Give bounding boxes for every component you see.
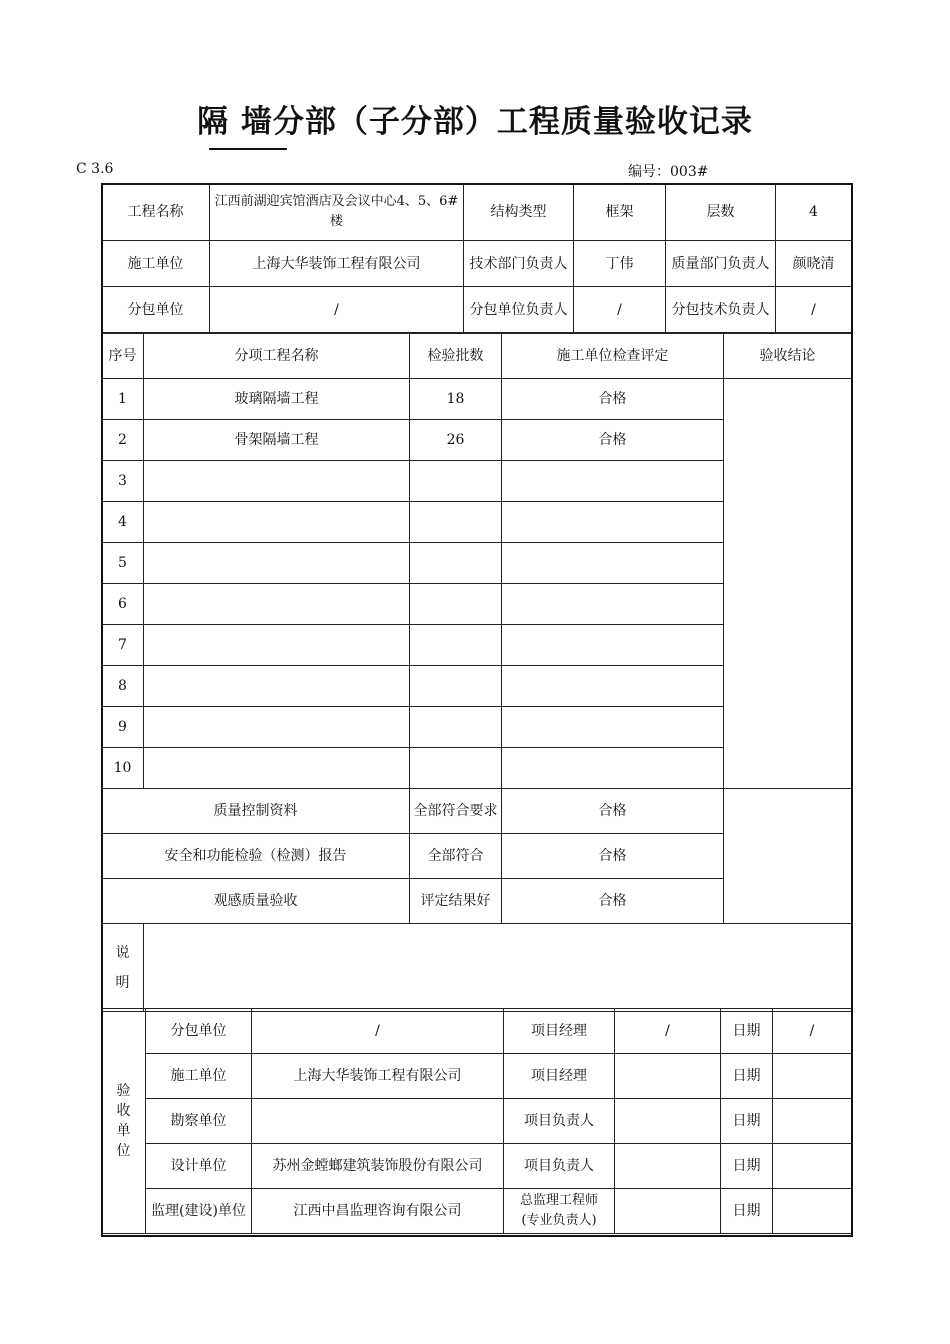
contractor-evaluation bbox=[502, 748, 724, 789]
floors-value: 4 bbox=[776, 184, 852, 241]
row-number: 7 bbox=[102, 625, 144, 666]
contractor-evaluation bbox=[502, 502, 724, 543]
contractor-evaluation bbox=[502, 543, 724, 584]
unit-name: 苏州金螳螂建筑装饰股份有限公司 bbox=[252, 1144, 504, 1189]
unit-label: 监理(建设)单位 bbox=[146, 1189, 252, 1234]
sub-tech-head-value: / bbox=[776, 287, 852, 333]
item-name bbox=[144, 666, 410, 707]
role-label: 项目经理 bbox=[504, 1054, 615, 1099]
column-header: 验收结论 bbox=[724, 334, 852, 379]
contractor-value: 上海大华装饰工程有限公司 bbox=[210, 241, 464, 287]
batch-count: 26 bbox=[410, 420, 502, 461]
item-name: 骨架隔墙工程 bbox=[144, 420, 410, 461]
acceptance-table bbox=[101, 1008, 852, 1234]
unit-label: 勘察单位 bbox=[146, 1099, 252, 1144]
sub-head-value: / bbox=[574, 287, 666, 333]
tech-head-value: 丁伟 bbox=[574, 241, 666, 287]
role-line: (专业负责人) bbox=[521, 1213, 597, 1228]
project-name-label: 工程名称 bbox=[102, 184, 210, 241]
item-name bbox=[144, 461, 410, 502]
role-line: 总监理工程师 bbox=[519, 1193, 598, 1208]
project-name-value: 江西前湖迎宾馆酒店及会议中心4、5、6#楼 bbox=[210, 184, 464, 241]
group-label-char: 位 bbox=[116, 1143, 131, 1159]
acceptance-row bbox=[102, 1054, 852, 1099]
row-number: 1 bbox=[102, 379, 144, 420]
sub-item-table bbox=[101, 333, 852, 1012]
date-value bbox=[773, 1099, 852, 1144]
item-name bbox=[144, 707, 410, 748]
date-label: 日期 bbox=[721, 1189, 773, 1234]
item-name: 玻璃隔墙工程 bbox=[144, 379, 410, 420]
check-label: 质量控制资料 bbox=[102, 789, 410, 834]
batch-count bbox=[410, 543, 502, 584]
group-label-char: 收 bbox=[116, 1103, 131, 1119]
item-name bbox=[144, 748, 410, 789]
remarks-label-char: 说 bbox=[115, 944, 130, 961]
date-label: 日期 bbox=[721, 1054, 773, 1099]
item-name bbox=[144, 502, 410, 543]
row-number: 10 bbox=[102, 748, 144, 789]
contractor-evaluation bbox=[502, 584, 724, 625]
check-status: 全部符合 bbox=[410, 834, 502, 879]
serial-number bbox=[628, 161, 708, 181]
check-status: 全部符合要求 bbox=[410, 789, 502, 834]
batch-count bbox=[410, 461, 502, 502]
unit-name bbox=[252, 1099, 504, 1144]
role-label: 项目负责人 bbox=[504, 1144, 615, 1189]
batch-count bbox=[410, 666, 502, 707]
acceptance-conclusion bbox=[724, 379, 852, 789]
acceptance-row bbox=[102, 1144, 852, 1189]
row-number: 8 bbox=[102, 666, 144, 707]
check-label: 观感质量验收 bbox=[102, 879, 410, 924]
structure-type-label: 结构类型 bbox=[464, 184, 574, 241]
check-status: 评定结果好 bbox=[410, 879, 502, 924]
floors-label: 层数 bbox=[666, 184, 776, 241]
acceptance-group-label bbox=[102, 1009, 146, 1234]
serial-label: 编号： bbox=[628, 164, 670, 180]
table-row bbox=[102, 379, 852, 420]
contractor-evaluation bbox=[502, 625, 724, 666]
date-value bbox=[773, 1189, 852, 1234]
check-evaluation: 合格 bbox=[502, 834, 724, 879]
column-header: 检验批数 bbox=[410, 334, 502, 379]
item-name bbox=[144, 543, 410, 584]
signature bbox=[615, 1054, 721, 1099]
contractor-label: 施工单位 bbox=[102, 241, 210, 287]
structure-type-value: 框架 bbox=[574, 184, 666, 241]
contractor-evaluation bbox=[502, 666, 724, 707]
acceptance-row bbox=[102, 1189, 852, 1234]
row-number: 6 bbox=[102, 584, 144, 625]
check-evaluation: 合格 bbox=[502, 789, 724, 834]
batch-count bbox=[410, 707, 502, 748]
role-label: 项目负责人 bbox=[504, 1099, 615, 1144]
date-value: / bbox=[773, 1009, 852, 1054]
unit-label: 施工单位 bbox=[146, 1054, 252, 1099]
column-header: 施工单位检查评定 bbox=[502, 334, 724, 379]
check-label: 安全和功能检验（检测）报告 bbox=[102, 834, 410, 879]
project-info-table bbox=[101, 183, 852, 333]
acceptance-row bbox=[102, 1099, 852, 1144]
unit-name: 江西中昌监理咨询有限公司 bbox=[252, 1189, 504, 1234]
remarks-label-char: 明 bbox=[115, 974, 130, 991]
unit-name: 上海大华装饰工程有限公司 bbox=[252, 1054, 504, 1099]
row-number: 9 bbox=[102, 707, 144, 748]
check-row bbox=[102, 789, 852, 834]
subcontractor-label: 分包单位 bbox=[102, 287, 210, 333]
date-label: 日期 bbox=[721, 1009, 773, 1054]
acceptance-row bbox=[102, 1009, 852, 1054]
sub-head-label: 分包单位负责人 bbox=[464, 287, 574, 333]
tech-head-label: 技术部门负责人 bbox=[464, 241, 574, 287]
column-header: 分项工程名称 bbox=[144, 334, 410, 379]
date-label: 日期 bbox=[721, 1144, 773, 1189]
form-code: C 3.6 bbox=[76, 161, 114, 177]
date-label: 日期 bbox=[721, 1099, 773, 1144]
batch-count: 18 bbox=[410, 379, 502, 420]
page-title: 隔 墙分部（子分部）工程质量验收记录 bbox=[197, 104, 753, 140]
title-underline bbox=[209, 148, 287, 150]
signature bbox=[615, 1099, 721, 1144]
role-label bbox=[504, 1189, 615, 1234]
contractor-evaluation bbox=[502, 707, 724, 748]
quality-head-label: 质量部门负责人 bbox=[666, 241, 776, 287]
remarks-content bbox=[144, 924, 852, 1012]
contractor-evaluation: 合格 bbox=[502, 420, 724, 461]
date-value bbox=[773, 1144, 852, 1189]
column-header: 序号 bbox=[102, 334, 144, 379]
batch-count bbox=[410, 584, 502, 625]
item-name bbox=[144, 625, 410, 666]
unit-name: / bbox=[252, 1009, 504, 1054]
group-label-char: 验 bbox=[116, 1083, 131, 1099]
remarks-label bbox=[102, 924, 144, 1012]
serial-value: 003# bbox=[670, 164, 709, 180]
date-value bbox=[773, 1054, 852, 1099]
subcontractor-value: / bbox=[210, 287, 464, 333]
row-number: 2 bbox=[102, 420, 144, 461]
row-number: 5 bbox=[102, 543, 144, 584]
unit-label: 设计单位 bbox=[146, 1144, 252, 1189]
check-evaluation: 合格 bbox=[502, 879, 724, 924]
sub-tech-head-label: 分包技术负责人 bbox=[666, 287, 776, 333]
item-name bbox=[144, 584, 410, 625]
batch-count bbox=[410, 625, 502, 666]
signature: / bbox=[615, 1009, 721, 1054]
batch-count bbox=[410, 748, 502, 789]
quality-head-value: 颜晓清 bbox=[776, 241, 852, 287]
contractor-evaluation: 合格 bbox=[502, 379, 724, 420]
signature bbox=[615, 1189, 721, 1234]
contractor-evaluation bbox=[502, 461, 724, 502]
unit-label: 分包单位 bbox=[146, 1009, 252, 1054]
remarks-row bbox=[102, 924, 852, 1012]
role-label: 项目经理 bbox=[504, 1009, 615, 1054]
row-number: 3 bbox=[102, 461, 144, 502]
check-conclusion bbox=[724, 789, 852, 924]
group-label-char: 单 bbox=[116, 1123, 131, 1139]
batch-count bbox=[410, 502, 502, 543]
signature bbox=[615, 1144, 721, 1189]
row-number: 4 bbox=[102, 502, 144, 543]
